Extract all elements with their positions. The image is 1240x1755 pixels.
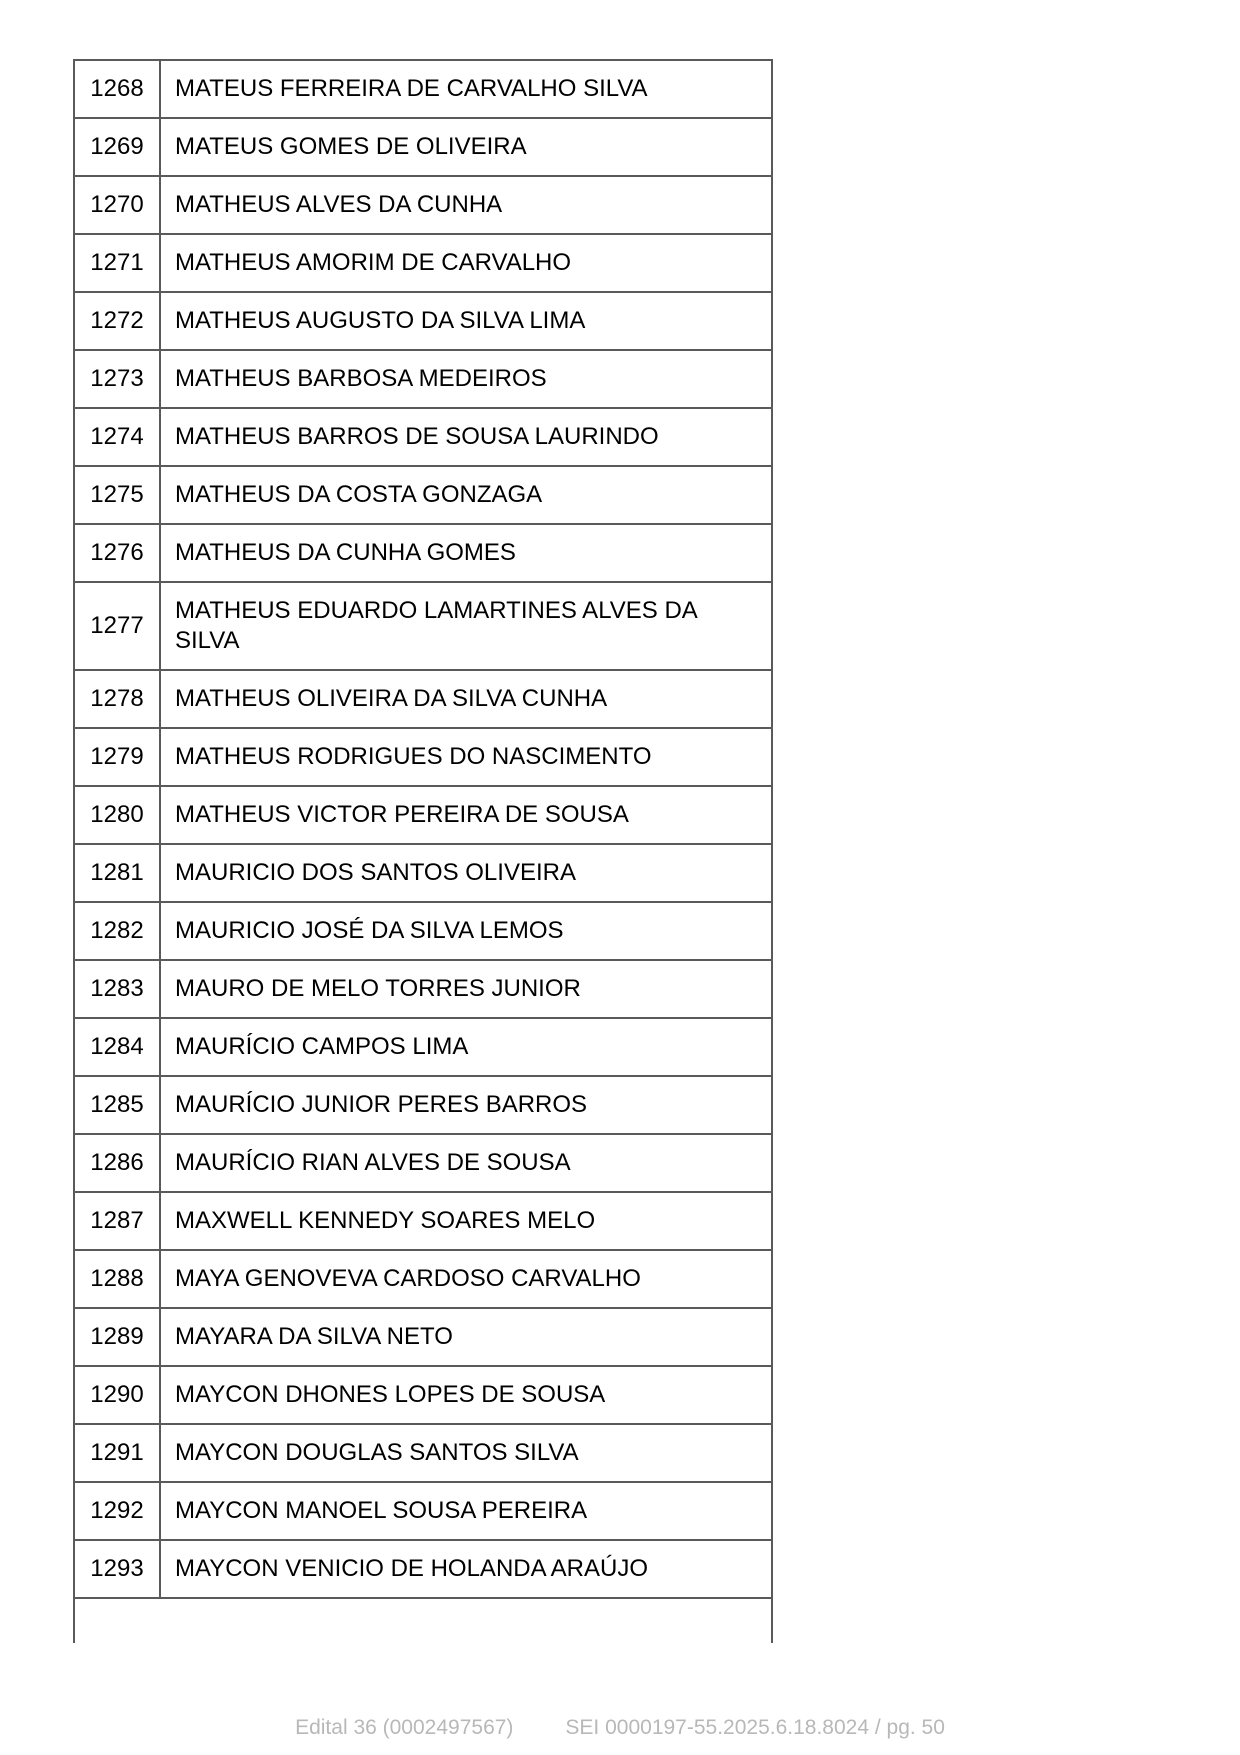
row-number: 1278 <box>74 670 160 728</box>
row-name: MAURICIO DOS SANTOS OLIVEIRA <box>160 844 772 902</box>
table-row <box>74 960 772 1018</box>
row-name: MATHEUS VICTOR PEREIRA DE SOUSA <box>160 786 772 844</box>
row-name: MATHEUS ALVES DA CUNHA <box>160 176 772 234</box>
row-name: MATHEUS AUGUSTO DA SILVA LIMA <box>160 292 772 350</box>
row-name: MAURÍCIO RIAN ALVES DE SOUSA <box>160 1134 772 1192</box>
row-name: MATHEUS DA COSTA GONZAGA <box>160 466 772 524</box>
row-name: MATHEUS RODRIGUES DO NASCIMENTO <box>160 728 772 786</box>
row-number: 1268 <box>74 60 160 118</box>
row-number: 1277 <box>74 582 160 670</box>
continuation-cell <box>74 1598 160 1643</box>
row-name: MAYCON DHONES LOPES DE SOUSA <box>160 1366 772 1424</box>
row-number: 1285 <box>74 1076 160 1134</box>
name-list-table <box>73 59 773 1643</box>
row-name: MATHEUS DA CUNHA GOMES <box>160 524 772 582</box>
row-number: 1291 <box>74 1424 160 1482</box>
row-number: 1280 <box>74 786 160 844</box>
row-number: 1279 <box>74 728 160 786</box>
row-number: 1275 <box>74 466 160 524</box>
table-row <box>74 582 772 670</box>
footer-document-ref: Edital 36 (0002497567) <box>295 1716 514 1739</box>
page-footer <box>0 1716 1240 1740</box>
table-row <box>74 234 772 292</box>
row-number: 1288 <box>74 1250 160 1308</box>
table-row <box>74 1134 772 1192</box>
row-name: MATEUS FERREIRA DE CARVALHO SILVA <box>160 60 772 118</box>
table-row <box>74 350 772 408</box>
table-row <box>74 1366 772 1424</box>
table-row <box>74 408 772 466</box>
row-name: MAXWELL KENNEDY SOARES MELO <box>160 1192 772 1250</box>
row-name: MAYARA DA SILVA NETO <box>160 1308 772 1366</box>
table-row <box>74 728 772 786</box>
row-name: MATEUS GOMES DE OLIVEIRA <box>160 118 772 176</box>
row-name: MATHEUS OLIVEIRA DA SILVA CUNHA <box>160 670 772 728</box>
row-name: MATHEUS BARROS DE SOUSA LAURINDO <box>160 408 772 466</box>
table-row <box>74 292 772 350</box>
row-name: MAYCON VENICIO DE HOLANDA ARAÚJO <box>160 1540 772 1598</box>
row-name: MAURÍCIO JUNIOR PERES BARROS <box>160 1076 772 1134</box>
row-number: 1276 <box>74 524 160 582</box>
table-row <box>74 1018 772 1076</box>
row-number: 1273 <box>74 350 160 408</box>
table-row <box>74 524 772 582</box>
row-name: MAYCON MANOEL SOUSA PEREIRA <box>160 1482 772 1540</box>
table-row <box>74 786 772 844</box>
table-row <box>74 1250 772 1308</box>
row-number: 1290 <box>74 1366 160 1424</box>
table-row <box>74 670 772 728</box>
table-row <box>74 118 772 176</box>
row-name: MATHEUS BARBOSA MEDEIROS <box>160 350 772 408</box>
row-number: 1284 <box>74 1018 160 1076</box>
row-number: 1283 <box>74 960 160 1018</box>
row-number: 1289 <box>74 1308 160 1366</box>
row-number: 1270 <box>74 176 160 234</box>
row-number: 1287 <box>74 1192 160 1250</box>
table-row <box>74 902 772 960</box>
row-name: MAURÍCIO CAMPOS LIMA <box>160 1018 772 1076</box>
row-number: 1269 <box>74 118 160 176</box>
table-row <box>74 60 772 118</box>
row-name: MAYCON DOUGLAS SANTOS SILVA <box>160 1424 772 1482</box>
table-row <box>74 1540 772 1598</box>
row-number: 1271 <box>74 234 160 292</box>
row-number: 1272 <box>74 292 160 350</box>
row-number: 1293 <box>74 1540 160 1598</box>
row-name: MAYA GENOVEVA CARDOSO CARVALHO <box>160 1250 772 1308</box>
row-number: 1274 <box>74 408 160 466</box>
table-row <box>74 1308 772 1366</box>
footer-sei-ref: SEI 0000197-55.2025.6.18.8024 / pg. 50 <box>565 1716 945 1739</box>
table-continuation-row <box>74 1598 772 1643</box>
table-row <box>74 1482 772 1540</box>
row-number: 1282 <box>74 902 160 960</box>
name-list-body <box>74 60 772 1643</box>
row-number: 1281 <box>74 844 160 902</box>
table-row <box>74 1076 772 1134</box>
table-row <box>74 844 772 902</box>
row-name: MAURICIO JOSÉ DA SILVA LEMOS <box>160 902 772 960</box>
table-row <box>74 1424 772 1482</box>
continuation-cell <box>160 1598 772 1643</box>
row-name: MATHEUS EDUARDO LAMARTINES ALVES DA SILVA <box>160 582 772 670</box>
table-row <box>74 466 772 524</box>
table-row <box>74 1192 772 1250</box>
table-row <box>74 176 772 234</box>
row-name: MAURO DE MELO TORRES JUNIOR <box>160 960 772 1018</box>
row-number: 1292 <box>74 1482 160 1540</box>
row-name: MATHEUS AMORIM DE CARVALHO <box>160 234 772 292</box>
row-number: 1286 <box>74 1134 160 1192</box>
